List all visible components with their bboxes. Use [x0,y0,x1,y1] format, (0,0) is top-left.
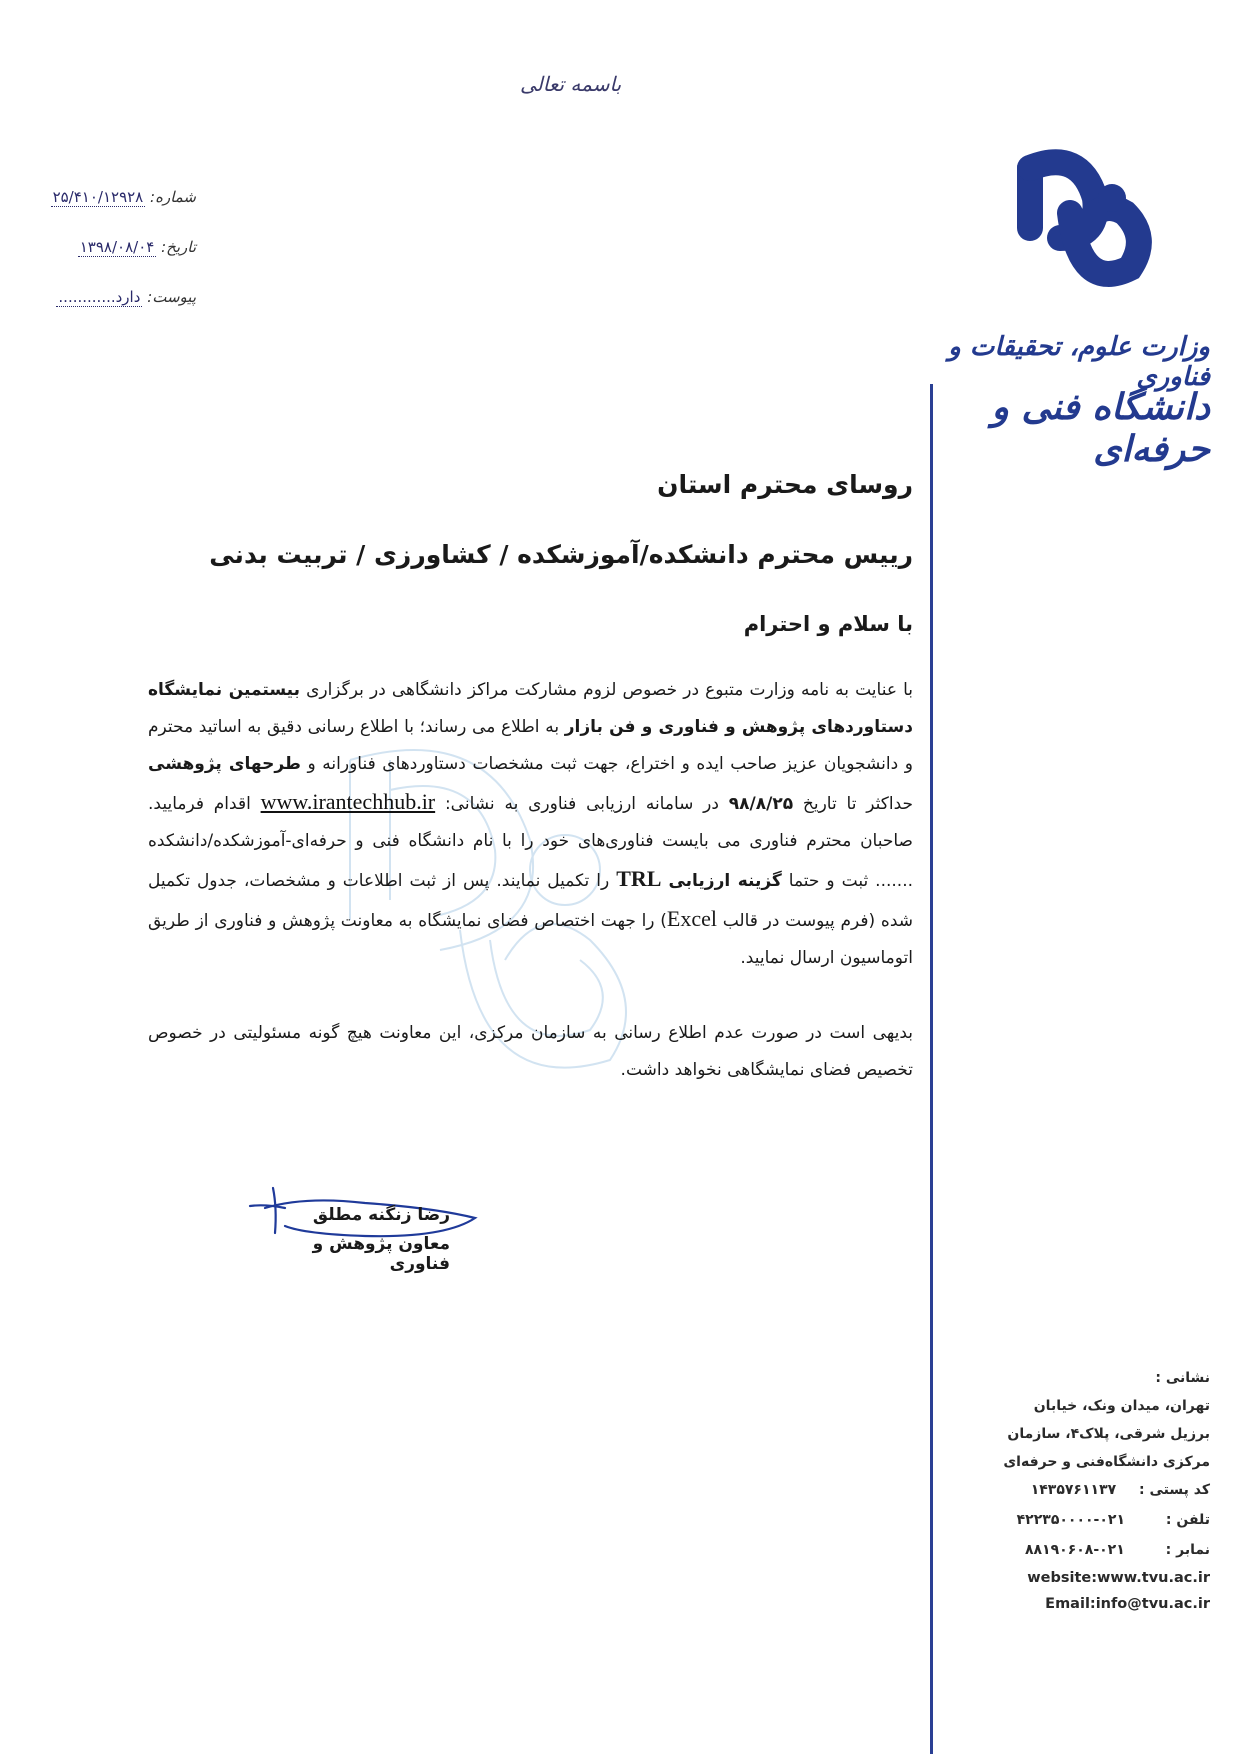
recipient-line-1: روسای محترم استان [657,470,913,499]
signatory-name: رضا زنگنه مطلق [312,1205,450,1225]
fax-label: نمابر : [1165,1542,1210,1558]
address-line-1: تهران، میدان ونک، خیابان [1033,1398,1210,1414]
phone [1017,1512,1210,1528]
postal-value: ۱۴۳۵۷۶۱۱۳۷ [1030,1482,1117,1498]
vertical-divider [930,384,933,1754]
p1-excel: Excel [666,906,717,931]
bismillah-header: باسمه تعالی [520,72,622,96]
system-url-link[interactable]: www.irantechhub.ir [260,789,436,814]
attachment-value: دارد............ [58,288,141,306]
number-value: ۲۵/۴۱۰/۱۲۹۲۸ [52,188,144,206]
letter-number [36,188,196,206]
phone-label: تلفن : [1165,1512,1210,1528]
number-label: شماره: [150,188,196,206]
ministry-name: وزارت علوم، تحقیقات و فناوری [948,332,1210,392]
date-label: تاریخ: [161,238,196,256]
p1-bold-evaluation-option: گزینه ارزیابی [668,871,782,891]
signatory-title: معاون پژوهش و فناوری [312,1234,450,1274]
paragraph-disclaimer: بدیهی است در صورت عدم اطلاع رسانی به سازمان مرکزی، این معاونت هیچ گونه مسئولیتی در خصوص تخصیص فضای نمایشگاهی نخواهد داشت. [148,1023,913,1080]
website-link[interactable]: website:www.tvu.ac.ir [1027,1570,1210,1586]
university-name: دانشگاه فنی و حرفه‌ای [991,386,1210,470]
email-link[interactable]: Email:info@tvu.ac.ir [1045,1596,1210,1612]
phone-value: ۰۲۱-۴۲۲۳۵۰۰۰۰ [1016,1512,1125,1528]
address-line-3: مرکزی دانشگاه‌فنی و حرفه‌ای [1003,1454,1210,1470]
fax [1025,1542,1210,1558]
attachment-label: پیوست: [147,288,196,306]
p1-text-c: به اطلاع می رساند؛ با اطلاع رسانی دقیق به اساتید محترم و دانشجویان عزیز صاحب ایده و اختراع، جهت ثبت مشخصات دستاوردهای فناورانه و [148,717,913,774]
date-value: ۱۳۹۸/۰۸/۰۴ [79,238,155,256]
p1-text-m: ) را جهت اختصاص فضای نمایشگاه به معاونت پژوهش و فناوری از طریق اتوماسیون ارسال نمایید. [148,911,913,968]
p1-text-h: اقدام فرمایید. صاحبان محترم فناوری می بایست فناوری‌های خود را با نام دانشگاه فنی و حرفه‌ای-آموزشکده/دانشکده ....... ثبت و حتما [148,794,914,891]
recipient-line-2: رییس محترم دانشکده/آموزشکده / کشاورزی / تربیت بدنی [209,540,913,569]
address-label: نشانی : [1155,1370,1210,1386]
p1-trl: TRL [616,866,662,891]
p1-bold-exhibition: بیستمین نمایشگاه دستاوردهای پژوهش و فناوری و فن بازار [148,680,913,737]
address-line-2: برزیل شرقی، پلاک۴، سازمان [1007,1426,1210,1442]
letter-attachment [36,288,196,306]
fax-value: ۰۲۱-۸۸۱۹۰۶۰۸ [1024,1542,1125,1558]
p1-text-e: حداکثر تا تاریخ [793,794,913,814]
p1-text-a: با عنایت به نامه وزارت متبوع در خصوص لزوم مشارکت مراکز دانشگاهی در برگزاری [299,680,914,700]
p1-deadline-date: ۹۸/۸/۲۵ [728,794,794,814]
university-logo-icon [1000,128,1160,308]
letter-date [36,238,196,256]
p1-text-k: را تکمیل نمایند. پس از ثبت اطلاعات و مشخصات، جدول تکمیل شده (فرم پیوست در قالب [148,871,913,931]
p1-text-g: در سامانه ارزیابی فناوری به نشانی: [435,794,729,814]
contact-address-block [960,1370,1210,1630]
postal-code [1031,1482,1210,1498]
p1-bold-research-plans: طرحهای پژوهشی [148,754,301,774]
postal-label: کد پستی : [1139,1482,1210,1498]
greeting: با سلام و احترام [743,612,913,636]
paragraph-main [148,672,913,977]
